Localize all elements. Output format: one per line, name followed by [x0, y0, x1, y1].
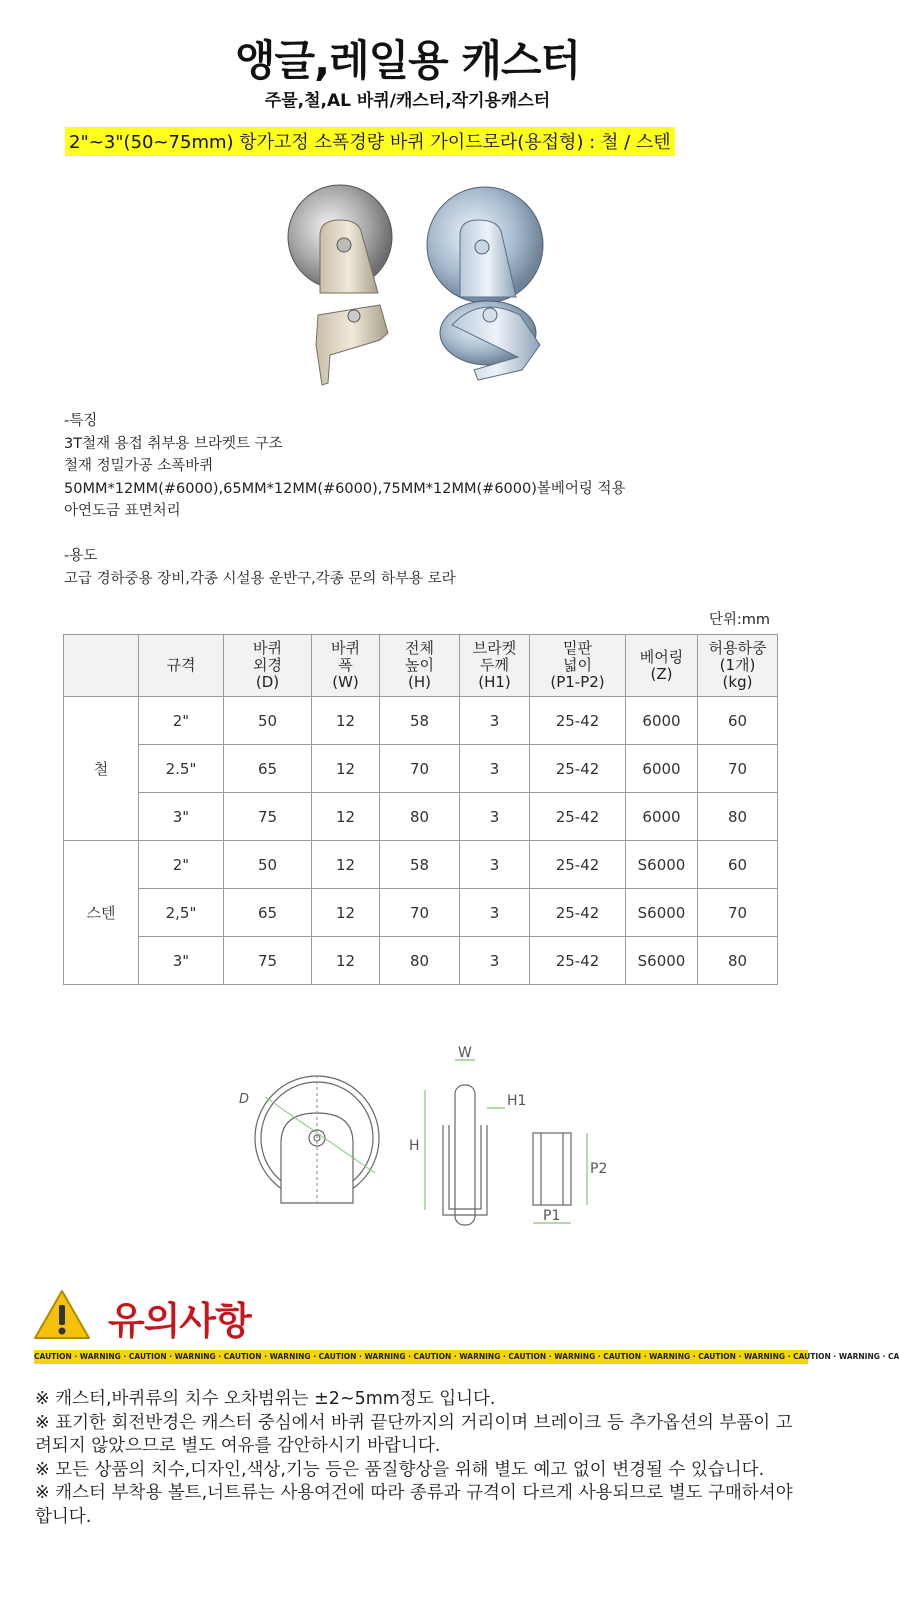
caution-note: ※ 캐스터,바퀴류의 치수 오차범위는 ±2~5mm정도 입니다.	[35, 1389, 496, 1409]
table-cell: 60	[698, 841, 778, 889]
wheel-side-view	[255, 1075, 379, 1205]
table-row	[64, 937, 778, 985]
header-line: 허용하중	[708, 639, 767, 657]
label-p1: P1	[543, 1208, 561, 1224]
header-line: 전체	[405, 639, 434, 657]
caution-note: ※ 캐스터 부착용 볼트,너트류는 사용여건에 따라 종류과 규격이 다르게 사용되므로 별도 구매하셔야 합니다.	[35, 1483, 793, 1527]
table-header-cell	[626, 635, 698, 697]
header-line: 베어링	[639, 647, 684, 666]
table-cell: 75	[224, 793, 312, 841]
table-cell: 65	[224, 889, 312, 937]
label-w: W	[458, 1045, 472, 1061]
table-header-cell	[460, 635, 530, 697]
table-cell: 25-42	[530, 937, 626, 985]
header-line: (P1-P2)	[550, 673, 605, 691]
table-header-cell	[312, 635, 380, 697]
table-header-cell	[224, 635, 312, 697]
warning-triangle-icon	[32, 1288, 92, 1342]
table-cell: 25-42	[530, 889, 626, 937]
table-cell: 3	[460, 745, 530, 793]
table-cell: 12	[312, 697, 380, 745]
table-cell: 12	[312, 745, 380, 793]
table-cell: 70	[698, 889, 778, 937]
header-line: 밑판	[563, 639, 592, 657]
spec-table	[63, 634, 778, 985]
table-cell: 60	[698, 697, 778, 745]
header-line: (W)	[332, 673, 359, 691]
header-line: 넓이	[563, 656, 592, 674]
header-line: (D)	[255, 673, 280, 691]
product-photo	[220, 165, 620, 415]
unit-label: 단위:mm	[708, 612, 770, 628]
header-line: (kg)	[722, 673, 753, 691]
header-line: (1개)	[719, 656, 756, 674]
header-line: (Z)	[650, 664, 673, 683]
table-cell: 12	[312, 937, 380, 985]
table-row	[64, 793, 778, 841]
table-cell: 65	[224, 745, 312, 793]
table-cell: 3	[460, 697, 530, 745]
table-cell: 12	[312, 841, 380, 889]
table-cell: 58	[380, 697, 460, 745]
table-cell: 6000	[626, 745, 698, 793]
caution-note: ※ 모든 상품의 치수,디자인,색상,기능 등은 품질향상을 위해 별도 예고 없이 변경될 수 있습니다.	[35, 1459, 765, 1480]
caution-notes	[35, 1388, 805, 1529]
table-cell: 3	[460, 841, 530, 889]
table-cell: 50	[224, 697, 312, 745]
product-highlight: 2"~3"(50~75mm) 항가고정 소폭경량 바퀴 가이드로라(용접형) : 철 / 스텐	[65, 127, 675, 156]
feature-line: 철재 정밀가공 소폭바퀴	[64, 458, 214, 474]
header-line: 외경	[253, 656, 282, 674]
group-cell: 스텐	[64, 841, 139, 985]
table-cell: 80	[698, 937, 778, 985]
table-cell: 70	[380, 889, 460, 937]
header-line: 높이	[405, 656, 434, 674]
table-cell: 3"	[139, 937, 224, 985]
table-cell: 70	[380, 745, 460, 793]
table-cell: 2.5"	[139, 745, 224, 793]
table-cell: 3"	[139, 793, 224, 841]
table-cell: 50	[224, 841, 312, 889]
table-cell: 58	[380, 841, 460, 889]
header-line: 바퀴	[331, 639, 360, 657]
table-cell: 3	[460, 793, 530, 841]
table-cell: 3	[460, 937, 530, 985]
label-p2: P2	[590, 1161, 608, 1177]
table-header-cell	[698, 635, 778, 697]
table-cell: 80	[380, 793, 460, 841]
table-cell: 6000	[626, 697, 698, 745]
table-header-cell	[64, 635, 139, 697]
table-cell: 80	[380, 937, 460, 985]
header-line: 바퀴	[253, 639, 282, 657]
header-line: (H)	[408, 673, 431, 691]
table-cell: 25-42	[530, 745, 626, 793]
table-cell: 2"	[139, 697, 224, 745]
table-header-row	[64, 635, 778, 697]
table-header-cell	[530, 635, 626, 697]
table-row	[64, 697, 778, 745]
feature-line: 3T철재 용접 취부용 브라켓트 구조	[64, 435, 283, 452]
header-line: 브라켓	[472, 639, 517, 657]
page-title: 앵글,레일용 캐스터	[234, 36, 581, 85]
feature-line: 아연도금 표면처리	[64, 503, 181, 519]
table-header-cell	[380, 635, 460, 697]
table-cell: 2"	[139, 841, 224, 889]
label-h: H	[409, 1138, 420, 1154]
feature-line: -특징	[64, 413, 98, 429]
feature-line	[64, 523, 626, 546]
table-cell: 3	[460, 889, 530, 937]
table-cell: 70	[698, 745, 778, 793]
caution-warning-strip: CAUTION · WARNING · CAUTION · WARNING · CAUTION · WARNING · CAUTION · WARNING · CAUTION · WARNING · CAUTION · WARNING · CAUTION · WARNING · CAUTION · WARNING · CAUTION · WARNING · CA	[34, 1350, 808, 1364]
table-cell: 80	[698, 793, 778, 841]
table-cell: 75	[224, 937, 312, 985]
feature-line: 고급 경하중용 장비,각종 시설용 운반구,각종 문의 하부용 로라	[64, 570, 456, 587]
wheel-front-view	[425, 1060, 505, 1225]
header-line: 두께	[480, 656, 509, 674]
caution-title: 유의사항	[108, 1299, 251, 1343]
features-block	[64, 410, 626, 590]
table-header-cell: 규격	[139, 635, 224, 697]
table-cell: 2,5"	[139, 889, 224, 937]
table-cell: S6000	[626, 889, 698, 937]
label-d: D	[239, 1092, 250, 1107]
table-row	[64, 889, 778, 937]
table-cell: 6000	[626, 793, 698, 841]
header-line: 폭	[338, 656, 353, 674]
table-cell: 25-42	[530, 841, 626, 889]
header-line: (H1)	[478, 673, 511, 691]
feature-line: 50MM*12MM(#6000),65MM*12MM(#6000),75MM*12MM(#6000)볼베어링 적용	[64, 480, 626, 497]
table-cell: 12	[312, 793, 380, 841]
table-row	[64, 841, 778, 889]
caution-note: ※ 표기한 회전반경은 캐스터 중심에서 바퀴 끝단까지의 거리이며 브레이크 등 추가옵션의 부품이 고려되지 않았으므로 별도 여유를 감안하시기 바랍니다.	[35, 1412, 793, 1456]
table-cell: S6000	[626, 841, 698, 889]
page-subtitle: 주물,철,AL 바퀴/캐스터,작기용캐스터	[264, 91, 551, 111]
table-cell: 25-42	[530, 793, 626, 841]
group-cell: 철	[64, 697, 139, 841]
table-row	[64, 745, 778, 793]
table-cell: S6000	[626, 937, 698, 985]
table-cell: 25-42	[530, 697, 626, 745]
label-h1: H1	[507, 1093, 527, 1109]
table-cell: 12	[312, 889, 380, 937]
feature-line: -용도	[64, 548, 98, 564]
dimension-diagram	[225, 1035, 615, 1240]
